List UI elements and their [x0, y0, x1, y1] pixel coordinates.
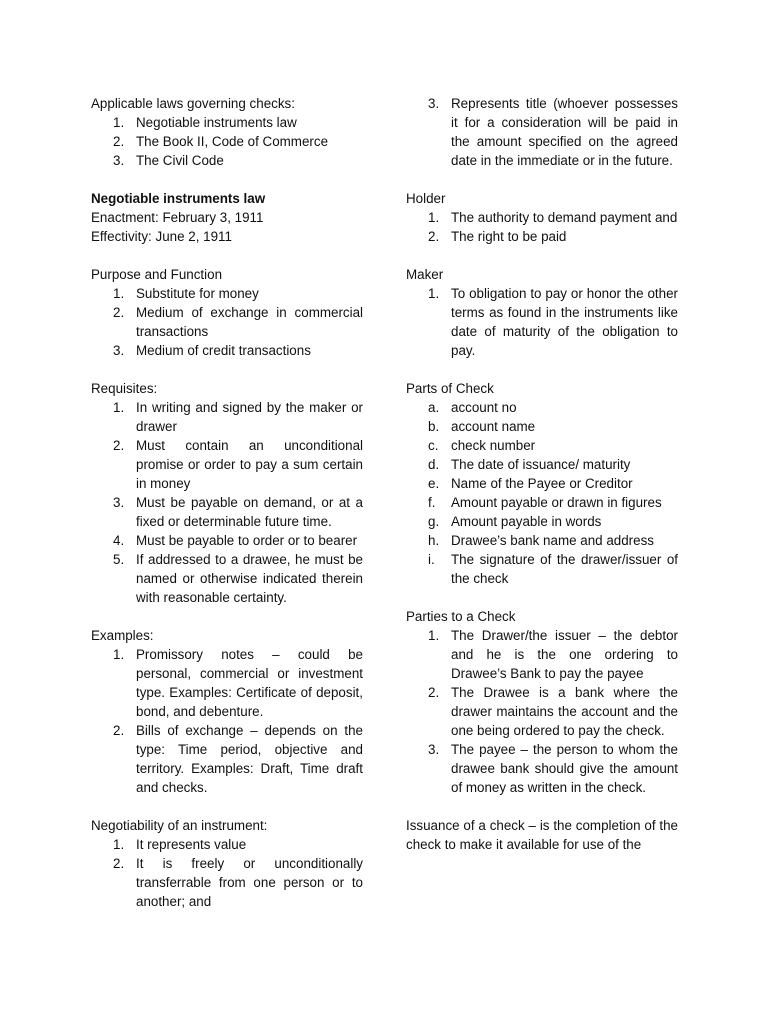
negotiability-list	[91, 835, 363, 911]
list-item: b. account name	[428, 419, 536, 434]
issuance-text: Issuance of a check – is the completion of the check to make it available for use of the	[406, 818, 678, 852]
negotiability-continued-list	[406, 94, 678, 170]
list-item: 1. Promissory notes – could be personal, commercial or investment type. Examples: Certificate of deposit, bond, and debenture.	[113, 647, 363, 719]
parts-list	[406, 398, 678, 588]
list-item: e. Name of the Payee or Creditor	[428, 476, 633, 491]
negotiability-heading: Negotiability of an instrument:	[91, 818, 268, 833]
purpose-section	[91, 265, 363, 360]
maker-heading: Maker	[406, 267, 444, 282]
issuance-section	[406, 816, 678, 854]
list-item: 5. If addressed to a drawee, he must be named or otherwise indicated therein with reasonable certainty.	[113, 552, 363, 605]
parties-section	[406, 607, 678, 797]
negotiability-continued-section	[406, 94, 678, 170]
list-item: 1. Substitute for money	[113, 286, 259, 301]
maker-list	[406, 284, 678, 360]
left-column	[91, 94, 363, 930]
applicable-laws-heading: Applicable laws governing checks:	[91, 96, 295, 111]
purpose-heading: Purpose and Function	[91, 267, 223, 282]
parties-heading: Parties to a Check	[406, 609, 516, 624]
list-item: 2. Medium of exchange in commercial transactions	[113, 305, 363, 339]
list-item: 2. The right to be paid	[428, 229, 567, 244]
list-item: 3. The payee – the person to whom the drawee bank should give the amount of money as written in the check.	[428, 742, 678, 795]
list-item: 2. Bills of exchange – depends on the type: Time period, objective and territory. Examples: Draft, Time draft and checks.	[113, 723, 363, 795]
applicable-laws-list	[91, 113, 363, 170]
applicable-laws-section	[91, 94, 363, 170]
list-item: c. check number	[428, 438, 536, 453]
list-item: 1. It represents value	[113, 837, 247, 852]
list-item: 3. Medium of credit transactions	[113, 343, 311, 358]
list-item: 1. In writing and signed by the maker or drawer	[113, 400, 363, 434]
negotiability-section	[91, 816, 363, 911]
holder-section	[406, 189, 678, 246]
list-item: 3. Represents title (whoever possesses it for a consideration will be paid in the amount specified on the agreed date in the immediate or in the future.	[428, 96, 678, 168]
maker-section	[406, 265, 678, 360]
list-item: 2. The Book II, Code of Commerce	[113, 134, 329, 149]
right-column	[406, 94, 678, 873]
list-item: g. Amount payable in words	[428, 514, 602, 529]
list-item: 1. The authority to demand payment and	[428, 210, 678, 225]
enactment-text: Enactment: February 3, 1911	[91, 210, 264, 225]
requisites-heading: Requisites:	[91, 381, 158, 396]
examples-list	[91, 645, 363, 797]
parts-section	[406, 379, 678, 588]
requisites-list	[91, 398, 363, 607]
requisites-section	[91, 379, 363, 607]
examples-section	[91, 626, 363, 797]
list-item: d. The date of issuance/ maturity	[428, 457, 631, 472]
list-item: h. Drawee’s bank name and address	[428, 533, 654, 548]
examples-heading: Examples:	[91, 628, 154, 643]
list-item: 1. Negotiable instruments law	[113, 115, 297, 130]
list-item: a. account no	[428, 400, 517, 415]
list-item: 2. It is freely or unconditionally transferrable from one person or to another; and	[113, 856, 363, 909]
list-item: f. Amount payable or drawn in figures	[428, 495, 662, 510]
nil-section	[91, 189, 363, 246]
list-item: 2. The Drawee is a bank where the drawer maintains the account and the one being ordered to pay the check.	[428, 685, 678, 738]
effectivity-text: Effectivity: June 2, 1911	[91, 229, 232, 244]
list-item: 3. Must be payable on demand, or at a fixed or determinable future time.	[113, 495, 363, 529]
nil-heading: Negotiable instruments law	[91, 191, 266, 206]
parts-heading: Parts of Check	[406, 381, 494, 396]
list-item: 4. Must be payable to order or to bearer	[113, 533, 358, 548]
list-item: 3. The Civil Code	[113, 153, 224, 168]
holder-list	[406, 208, 678, 246]
list-item: 1. The Drawer/the issuer – the debtor and he is the one ordering to Drawee’s Bank to pay the payee	[428, 628, 678, 681]
list-item: 1. To obligation to pay or honor the other terms as found in the instruments like date of maturity of the obligation to pay.	[428, 286, 678, 358]
list-item: 2. Must contain an unconditional promise or order to pay a sum certain in money	[113, 438, 363, 491]
parties-list	[406, 626, 678, 797]
purpose-list	[91, 284, 363, 360]
list-item: i. The signature of the drawer/issuer of the check	[428, 552, 678, 586]
holder-heading: Holder	[406, 191, 446, 206]
